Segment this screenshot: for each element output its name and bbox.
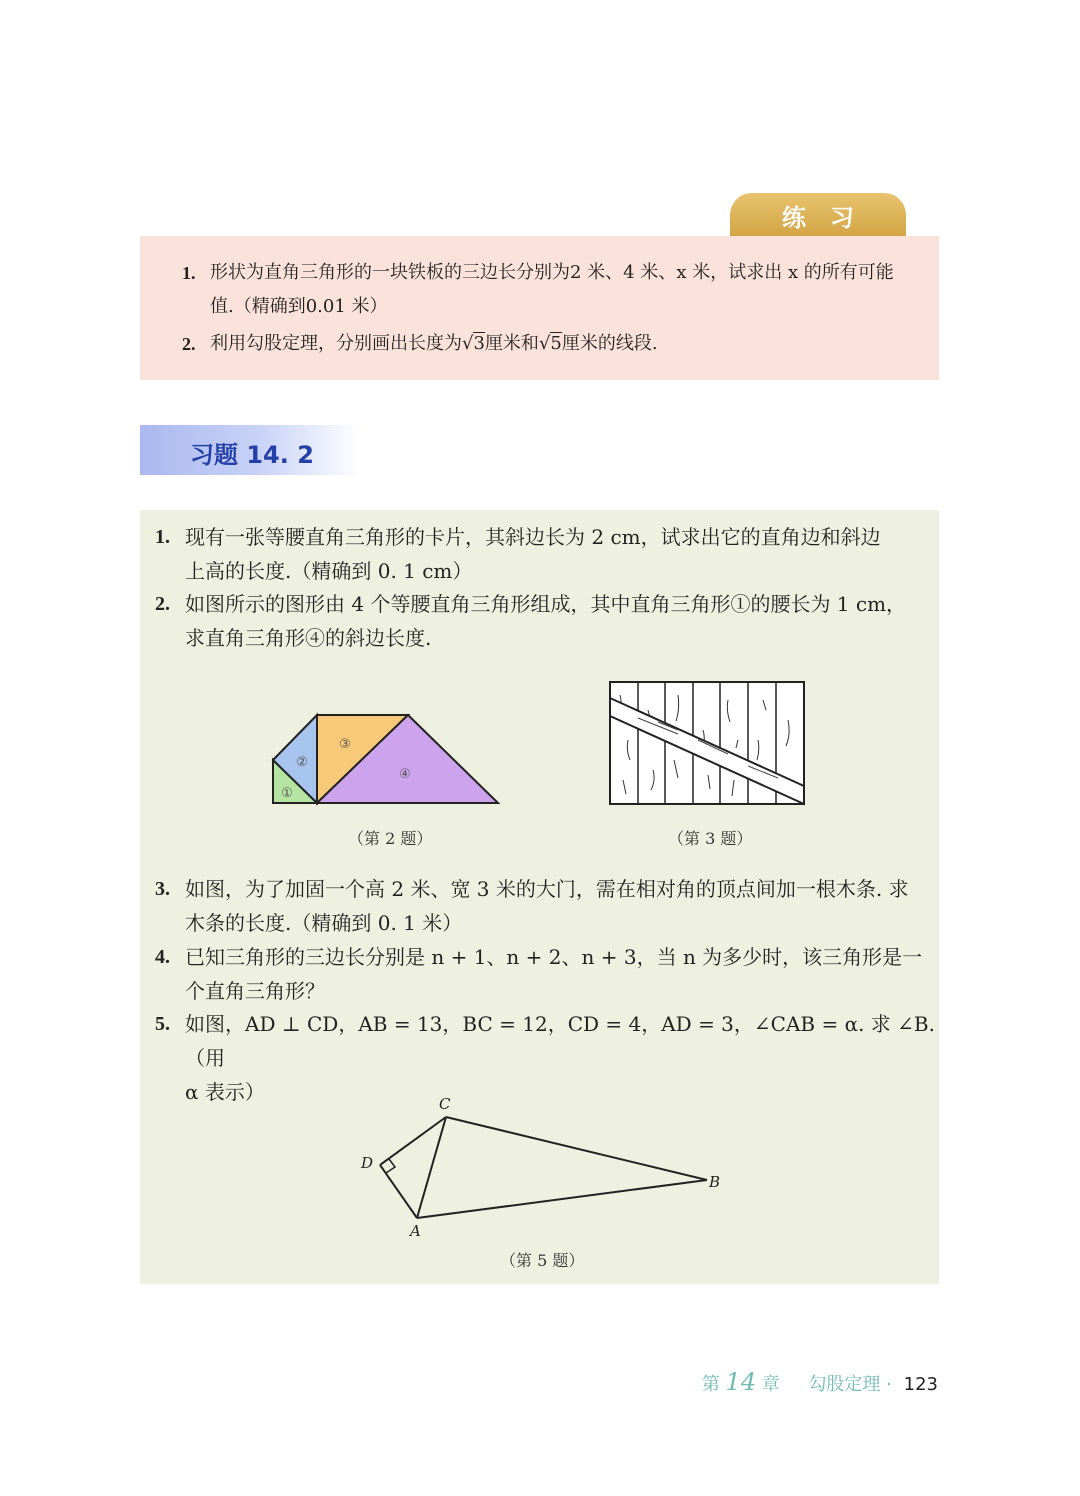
practice-text-pre: 利用勾股定理，分别画出长度为 [210,333,462,354]
exercise-item-line: 如图，为了加固一个高 2 米、宽 3 米的大门，需在相对角的顶点间加一根木条. 求 [185,877,909,901]
exercise-title-banner [140,425,360,475]
vertex-label-b: B [709,1173,721,1191]
chapter-prefix: 第 [701,1374,720,1395]
practice-item-1 [182,256,902,324]
exercise-item-line: α 表示） [185,1080,265,1104]
chapter-title: 勾股定理 [808,1374,881,1395]
figure-3-gate [608,680,808,808]
practice-item-number: 1. [182,263,196,283]
exercise-item-line: 如图，AD ⊥ CD，AB = 13，BC = 12，CD = 4，AD = 3，∠CAB = α. 求 ∠B.（用 [185,1012,935,1070]
figure-3-caption: （第 3 题） [668,829,753,848]
practice-item-2 [182,327,902,361]
triangle-label-2: ② [296,755,308,770]
exercise-item-number: 5. [155,1013,170,1035]
page-number: 123 [903,1374,938,1395]
exercise-item-line: 个直角三角形？ [185,979,325,1003]
practice-item-text: 形状为直角三角形的一块铁板的三边长分别为2 米、4 米、x 米，试求出 x 的所有可能值.（精确到0.01 米） [210,262,894,317]
practice-text-mid: 厘米和 [484,333,539,354]
triangle-label-3: ③ [339,737,351,752]
exercise-box [140,510,939,1284]
vertex-label-a: A [410,1222,421,1240]
exercise-item-1 [155,520,935,588]
sqrt-symbol: √ [462,333,474,354]
sqrt-radicand-2: 5 [550,333,562,354]
figure-5-caption: （第 5 题） [500,1251,585,1270]
exercise-item-line: 已知三角形的三边长分别是 n + 1、n + 2、n + 3，当 n 为多少时，该三角形是一 [185,945,923,969]
exercise-item-number: 1. [155,526,170,548]
figure-2-triangles [265,705,505,810]
practice-tab: 练习 [730,193,906,237]
exercise-item-line: 现有一张等腰直角三角形的卡片，其斜边长为 2 cm，试求出它的直角边和斜边 [185,525,881,549]
vertex-label-d: D [361,1154,374,1172]
figure-5-quadrilateral [355,1090,725,1240]
exercise-item-line: 上高的长度.（精确到 0. 1 cm） [185,559,473,583]
exercise-item-number: 4. [155,946,170,968]
right-angle-mark [386,1159,395,1173]
triangle-label-4: ④ [399,767,411,782]
exercise-item-line: 木条的长度.（精确到 0. 1 米） [185,911,463,935]
triangle-label-1: ① [281,786,293,801]
sqrt-symbol: √ [538,333,551,354]
practice-item-text [182,327,902,361]
page-footer [702,1368,938,1396]
vertex-label-c: C [439,1095,451,1113]
figure-2-caption: （第 2 题） [348,829,433,848]
footer-separator: · [886,1374,892,1395]
practice-item-number: 2. [182,334,196,354]
exercise-item-number: 3. [155,878,170,900]
exercise-item-3 [155,872,935,940]
exercise-item-line: 如图所示的图形由 4 个等腰直角三角形组成，其中直角三角形①的腰长为 1 cm， [185,592,907,616]
exercise-item-2 [155,587,935,655]
exercise-title: 习题 14. 2 [190,441,314,469]
practice-box [140,236,939,380]
exercise-item-number: 2. [155,593,170,615]
chapter-suffix: 章 [761,1374,780,1395]
exercise-item-line: 求直角三角形④的斜边长度. [185,626,432,650]
practice-text-post: 厘米的线段. [561,333,658,354]
sqrt-radicand-1: 3 [473,333,485,354]
exercise-item-4 [155,940,935,1008]
chapter-number: 14 [725,1368,757,1396]
